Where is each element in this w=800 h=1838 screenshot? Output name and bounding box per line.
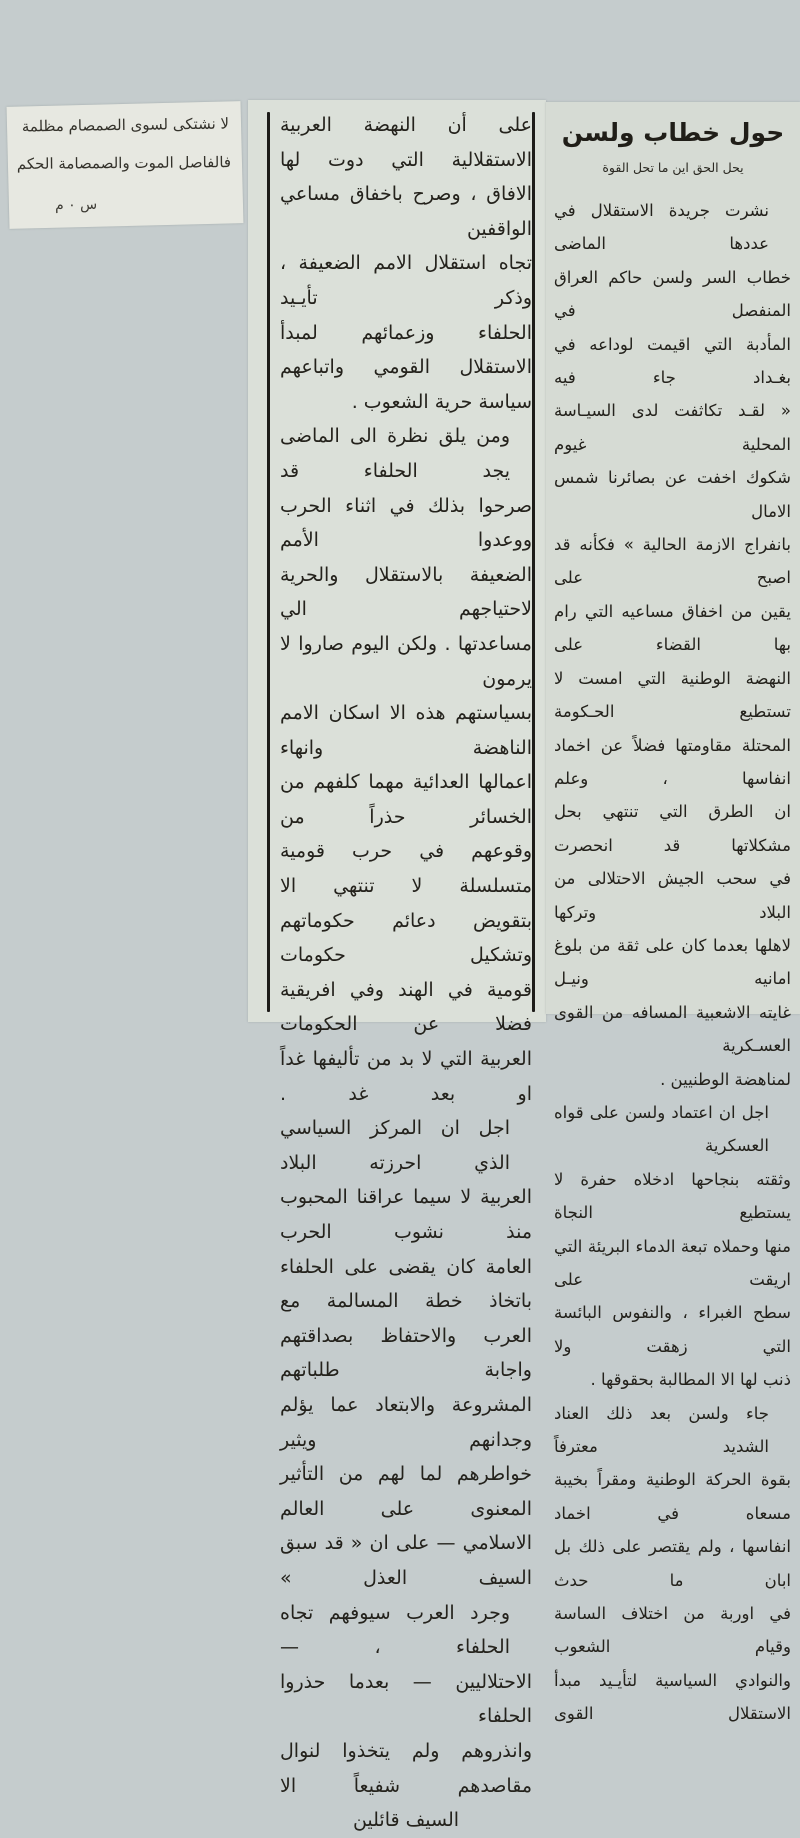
- text-line: بسياستهم هذه الا اسكان الامم الناهضة وانهاء: [280, 702, 532, 759]
- text-line: على أن النهضة العربية الاستقلالية التي دوت لها: [280, 114, 532, 171]
- text-line: العامة كان يقضى على الحلفاء باتخاذ خطة المسالمة مع: [280, 1255, 532, 1313]
- text-line: منها وحملاه تبعة الدماء البريئة التي اريقت على: [554, 1236, 791, 1289]
- text-line: وانذروهم ولم يتخذوا لنوال مقاصدهم شفيعاً الا: [280, 1739, 532, 1797]
- column-rule-left: [267, 112, 270, 1012]
- text-line: النهضة الوطنية التي امست لا تستطيع الحـكومة: [554, 668, 791, 722]
- text-line: بقوة الحركة الوطنية ومقراً بخيبة مسعاه في اخماد: [554, 1470, 791, 1523]
- text-line: سطح الغبراء ، والنفوس البائسة التي زهقت ولا: [554, 1303, 791, 1356]
- text-line: والنوادي السياسية لتأيـيد مبدأ الاستقلال القوى: [554, 1670, 791, 1724]
- text-line: الحلفاء وزعمائهم لمبدأ الاستقلال القومي واتباعهم: [280, 321, 532, 379]
- article-subheadline: يحل الحق اين ما تحل القوة: [602, 160, 744, 175]
- text-line: شكوك اخفت عن بصائرنا شمس الامال: [554, 468, 791, 521]
- article-headline: حول خطاب ولسن: [561, 118, 785, 147]
- column-rule-right: [532, 112, 535, 1012]
- text-line: لاهلها بعدما كان على ثقة من بلوغ امانيه ونيـل: [554, 935, 791, 989]
- text-line: المأدبة التي اقيمت لوداعه في بغـداد جاء فيه: [554, 334, 791, 388]
- text-line: ذنب لها الا المطالبة بحقوقها .: [590, 1370, 791, 1390]
- text-line: اجل ان اعتماد ولسن على قواه العسكرية: [554, 1102, 769, 1156]
- text-line: تجاه استقلال الامم الضعيفة ، وذكر تأيـيد: [280, 252, 532, 309]
- text-line: اجل ان المركز السياسي الذي احرزته البلاد: [280, 1117, 510, 1174]
- text-line: لمناهضة الوطنيين .: [660, 1069, 791, 1089]
- text-line: خطاب السر ولسن حاكم العراق المنفصل في: [554, 267, 791, 321]
- text-line: سياسة حرية الشعوب .: [351, 390, 532, 413]
- text-line: ومن يلق نظرة الى الماضى يجد الحلفاء قد: [280, 425, 510, 482]
- verse-signature: س ٠ م: [54, 196, 98, 214]
- text-line: العربية لا سيما عراقنا المحبوب منذ نشوب الحرب: [280, 1186, 532, 1243]
- verse-line-2: فالفاصل الموت والصمصامة الحكم: [16, 153, 232, 173]
- text-line: السيف قائلين: [352, 1809, 460, 1832]
- first-column-text: [554, 194, 791, 1731]
- text-line: المحتلة مقاومتها فضلاً عن اخماد انفاسها ، وعلم: [554, 735, 791, 788]
- text-line: نشرت جريدة الاستقلال في عددها الماضى: [554, 201, 769, 254]
- text-line: الاحتلاليين — بعدما حذروا الحلفاء: [280, 1670, 532, 1728]
- text-line: في اوربة من اختلاف الساسة وقيام الشعوب: [554, 1604, 791, 1657]
- text-line: صرحوا بذلك في اثناء الحرب ووعدوا الأمم: [280, 494, 532, 552]
- text-line: العربية التي لا بد من تأليفها غداً او بعد غد .: [280, 1048, 532, 1105]
- article-continuation-column: [248, 100, 546, 1832]
- text-line: مساعدتها . ولكن اليوم صاروا لا يرمون: [280, 632, 532, 690]
- text-line: انفاسها ، ولم يقتصر على ذلك بل ابان ما حدث: [554, 1537, 791, 1590]
- text-line: اعمالها العدائية مهما كلفهم من الخسائر حذراً من: [280, 771, 532, 828]
- text-line: المشروعة والابتعاد عما يؤلم وجدانهم ويثير: [280, 1393, 532, 1451]
- text-line: بانفراج الازمة الحالية » فكأنه قد اصبح على: [554, 535, 791, 588]
- text-line: يقين من اخفاق مساعيه التي رام بها القضاء على: [554, 601, 791, 655]
- text-line: جاء ولسن بعد ذلك العناد الشديد معترفاً: [554, 1403, 769, 1457]
- text-line: الضعيفة بالاستقلال والحرية لاحتياجهم الي: [280, 563, 532, 621]
- verse-line-1: لا نشتكى لسوى الصمصام مظلمة: [21, 114, 230, 136]
- text-line: خواطرهم لما لهم من التأثير المعنوى على العالم: [280, 1463, 532, 1520]
- text-line: العرب والاحتفاظ بصداقتهم واجابة طلباتهم: [280, 1324, 532, 1382]
- text-line: في سحب الجيش الاحتلالى من البلاد وتركها: [554, 869, 791, 922]
- text-line: ان الطرق التي تنتهي بحل مشكلاتها قد انحصرت: [554, 802, 791, 855]
- text-line: وقوعهم في حرب قومية متسلسلة لا تنتهي الا: [280, 840, 532, 898]
- text-line: وجرد العرب سيوفهم تجاه الحلفاء ، —: [280, 1601, 510, 1659]
- text-line: بتقويض دعائم حكوماتهم وتشكيل حكومات: [280, 909, 532, 967]
- text-line: الافاق ، وصرح باخفاق مساعي الواقفين: [280, 183, 532, 240]
- text-line: « لقـد تكاثفت لدى السيـاسة المحلية غيوم: [554, 401, 791, 454]
- continuation-column-text: [280, 108, 532, 1838]
- article-first-column: [546, 102, 800, 1724]
- text-line: قومية في الهند وفي افريقية فضلا عن الحكومات: [280, 978, 532, 1036]
- margin-note-box: [7, 101, 244, 229]
- text-line: وثقته بنجاحها ادخلاه حفرة لا يستطيع النجاة: [554, 1169, 791, 1223]
- text-line: غايته الاشعبية المسافه من القوى العسـكرية: [554, 1002, 791, 1056]
- text-line: الاسلامي — على ان « قد سبق السيف العذل »: [280, 1532, 532, 1589]
